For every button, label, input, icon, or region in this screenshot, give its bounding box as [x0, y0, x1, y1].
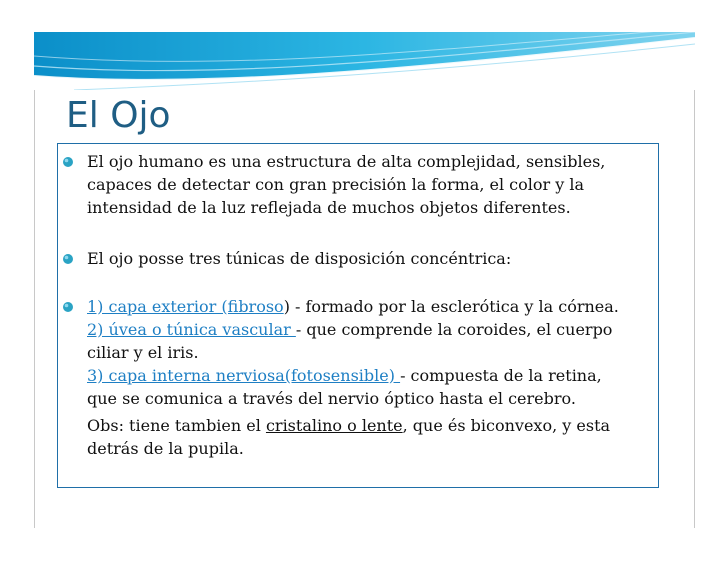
capa-exterior-link[interactable]: 1) capa exterior (fibroso	[87, 297, 284, 316]
bullet-icon	[62, 156, 74, 168]
text-line: ciliar y el iris.	[87, 343, 199, 362]
header-wave-band	[34, 32, 695, 90]
obs-text: , que és biconvexo, y esta	[402, 416, 611, 435]
uvea-link[interactable]: 2) úvea o túnica vascular	[87, 320, 296, 339]
paragraph-capas	[87, 295, 657, 460]
text-line: El ojo humano es una estructura de alta complejidad, sensibles,	[87, 152, 606, 171]
text-line: que se comunica a través del nervio óptico hasta el cerebro.	[87, 389, 576, 408]
text-line	[87, 318, 657, 341]
capa-exterior-text: ) - formado por la esclerótica y la córnea.	[283, 297, 619, 316]
obs-text: Obs: tiene tambien el	[87, 416, 266, 435]
paragraph-tres-tunicas	[87, 247, 657, 270]
uvea-text: - que comprende la coroides, el cuerpo	[295, 320, 613, 339]
slide-left-border	[34, 32, 35, 528]
paragraph-ojo-humano	[87, 150, 657, 219]
text-line	[87, 414, 657, 437]
slide-right-border	[694, 32, 695, 528]
capa-interna-link[interactable]: 3) capa interna nerviosa(fotosensible)	[87, 366, 401, 385]
capa-interna-text: - compuesta de la retina,	[400, 366, 602, 385]
cristalino-underlined: cristalino o lente	[265, 416, 403, 435]
text-line: El ojo posse tres túnicas de disposición concéntrica:	[87, 249, 512, 268]
text-line: intensidad de la luz reflejada de muchos objetos diferentes.	[87, 198, 571, 217]
text-line: capaces de detectar con gran precisión la forma, el color y la	[87, 175, 585, 194]
bullet-icon	[62, 253, 74, 265]
text-line	[87, 295, 657, 318]
slide-title: El Ojo	[66, 95, 171, 136]
bullet-icon	[62, 301, 74, 313]
text-line: detrás de la pupila.	[87, 439, 244, 458]
text-line	[87, 364, 657, 387]
